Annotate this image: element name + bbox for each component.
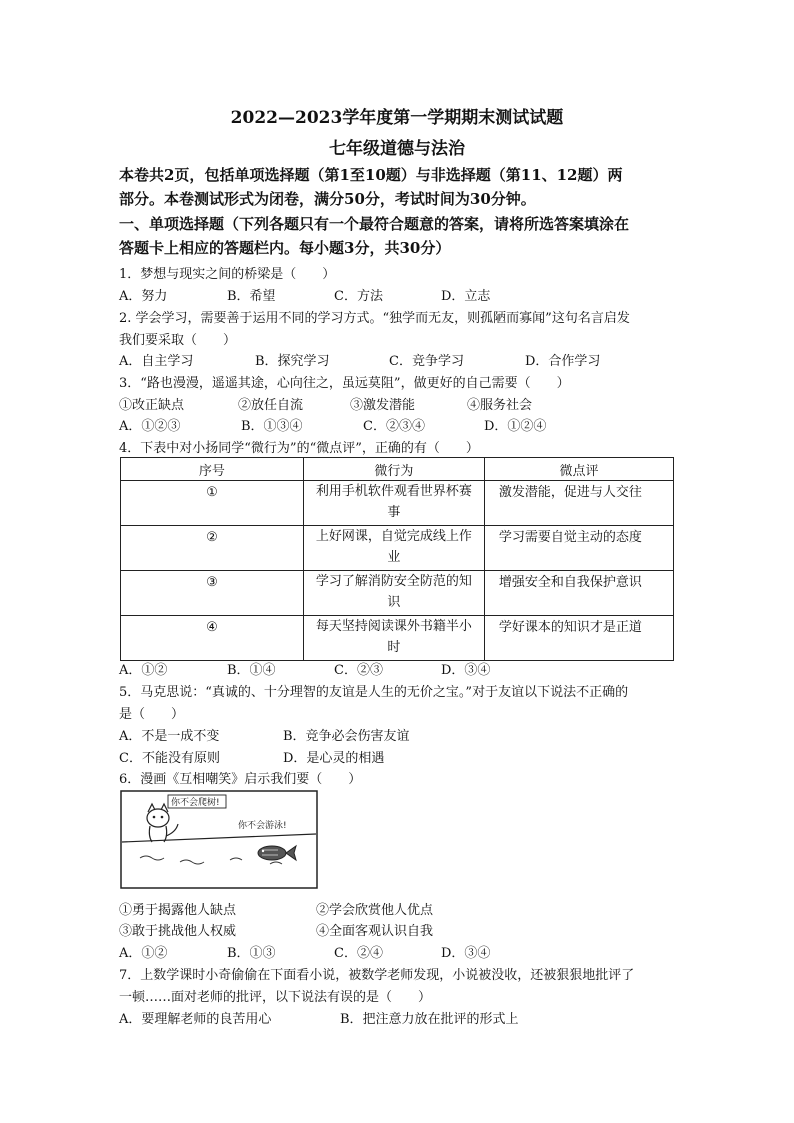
q4-option-a: A．①② [119, 663, 168, 678]
q6-option-d: D．③④ [441, 946, 491, 961]
q2-option-d: D．合作学习 [525, 354, 601, 369]
q1-option-b: B．希望 [227, 289, 276, 304]
q1-stem: 1．梦想与现实之间的桥梁是（ ） [119, 267, 336, 282]
row-number: ① [121, 481, 304, 526]
intro-line-2: 部分。本卷测试形式为闭卷，满分50分，考试时间为30分钟。 [119, 190, 536, 208]
q3-item-1: ①改正缺点 [119, 398, 185, 413]
exam-title: 2022—2023学年度第一学期期末测试试题 [230, 108, 564, 128]
table-row [121, 616, 674, 661]
q1-option-a: A．努力 [119, 289, 168, 304]
q7-option-a: A．要理解老师的良苦用心 [119, 1012, 272, 1027]
q5-option-d: D．是心灵的相遇 [283, 751, 385, 766]
row-number: ③ [121, 571, 304, 616]
q5-option-a: A．不是一成不变 [119, 729, 220, 744]
q7-stem-2: 一顿……面对老师的批评，以下说法有误的是（ ） [119, 990, 432, 1005]
q2-option-c: C．竞争学习 [389, 354, 464, 369]
row-action-line-2: 事 [387, 505, 401, 520]
q3-option-b: B．①③④ [241, 419, 303, 434]
row-action-line-1: 上好网课，自觉完成线上作 [315, 529, 472, 544]
row-action-line-1: 学习了解消防安全防范的知 [315, 574, 472, 589]
table-row [121, 571, 674, 616]
row-action [303, 526, 484, 571]
q3-option-d: D．①②④ [484, 419, 547, 434]
q3-option-c: C．②③④ [363, 419, 425, 434]
section-heading-1: 一、单项选择题（下列各题只有一个最符合题意的答案，请将所选答案填涂在 [119, 215, 630, 233]
row-action-line-2: 业 [387, 550, 401, 565]
cat-bubble-text: 你不会爬树! [171, 798, 220, 808]
q6-option-c: C．②④ [334, 946, 383, 961]
q3-stem: 3．“路也漫漫，遥遥其途，心向往之，虽远莫阻”，做更好的自己需要（ ） [119, 376, 570, 391]
q3-item-2: ②放任自流 [238, 398, 304, 413]
q6-item-4: ④全面客观认识自我 [316, 924, 434, 939]
q6-item-3: ③敢于挑战他人权威 [119, 924, 237, 939]
table-row [121, 526, 674, 571]
row-action [303, 571, 484, 616]
q6-stem: 6．漫画《互相嘲笑》启示我们要（ ） [119, 772, 362, 787]
q3-option-a: A．①②③ [119, 419, 181, 434]
fish-bubble-text: 你不会游泳! [238, 821, 287, 831]
row-comment: 学好课本的知识才是正道 [484, 616, 673, 661]
q5-stem-2: 是（ ） [119, 707, 185, 722]
row-action [303, 616, 484, 661]
q2-option-a: A．自主学习 [119, 354, 194, 369]
q4-option-d: D．③④ [441, 663, 491, 678]
q3-item-3: ③激发潜能 [350, 398, 416, 413]
q4-option-c: C．②③ [334, 663, 383, 678]
row-action-line-1: 每天坚持阅读课外书籍半小 [315, 619, 472, 634]
section-heading-2: 答题卡上相应的答题栏内。每小题3分，共30分） [119, 239, 451, 257]
table-header-row [121, 458, 674, 481]
row-action-line-2: 识 [387, 595, 401, 610]
q2-option-b: B．探究学习 [255, 354, 330, 369]
row-number: ④ [121, 616, 304, 661]
row-comment: 增强安全和自我保护意识 [484, 571, 673, 616]
col-header-number: 序号 [121, 458, 304, 481]
q4-stem: 4．下表中对小扬同学“微行为”的“微点评”，正确的有（ ） [119, 441, 479, 456]
row-number: ② [121, 526, 304, 571]
q6-option-b: B．①③ [227, 946, 276, 961]
q4-option-b: B．①④ [227, 663, 276, 678]
q6-item-1: ①勇于揭露他人缺点 [119, 903, 237, 918]
row-action [303, 481, 484, 526]
q5-option-c: C．不能没有原则 [119, 751, 220, 766]
exam-subtitle: 七年级道德与法治 [329, 139, 465, 159]
q7-option-b: B．把注意力放在批评的形式上 [340, 1012, 519, 1027]
cartoon-mutual-mockery [120, 790, 320, 890]
q1-option-d: D．立志 [441, 289, 491, 304]
q2-stem-1: 2. 学会学习，需要善于运用不同的学习方式。“独学而无友，则孤陋而寡闻”这句名言启发 [119, 311, 630, 326]
q3-item-4: ④服务社会 [467, 398, 533, 413]
table-row [121, 481, 674, 526]
q7-stem-1: 7．上数学课时小奇偷偷在下面看小说，被数学老师发现，小说被没收，还被狠狠地批评了 [119, 968, 635, 983]
col-header-action: 微行为 [303, 458, 484, 481]
q5-stem-1: 5．马克思说：“真诚的、十分理智的友谊是人生的无价之宝。”对于友谊以下说法不正确的 [119, 685, 629, 700]
intro-line-1: 本卷共2页，包括单项选择题（第1至10题）与非选择题（第11、12题）两 [119, 166, 623, 184]
q6-option-a: A．①② [119, 946, 168, 961]
row-comment: 学习需要自觉主动的态度 [484, 526, 673, 571]
col-header-comment: 微点评 [484, 458, 673, 481]
q1-option-c: C．方法 [334, 289, 383, 304]
q2-stem-2: 我们要采取（ ） [119, 333, 237, 348]
q4-table [120, 457, 674, 661]
row-action-line-1: 利用手机软件观看世界杯赛 [315, 484, 472, 499]
row-comment: 激发潜能，促进与人交往 [484, 481, 673, 526]
q6-item-2: ②学会欣赏他人优点 [316, 903, 434, 918]
row-action-line-2: 时 [387, 640, 401, 655]
q5-option-b: B．竞争必会伤害友谊 [283, 729, 410, 744]
